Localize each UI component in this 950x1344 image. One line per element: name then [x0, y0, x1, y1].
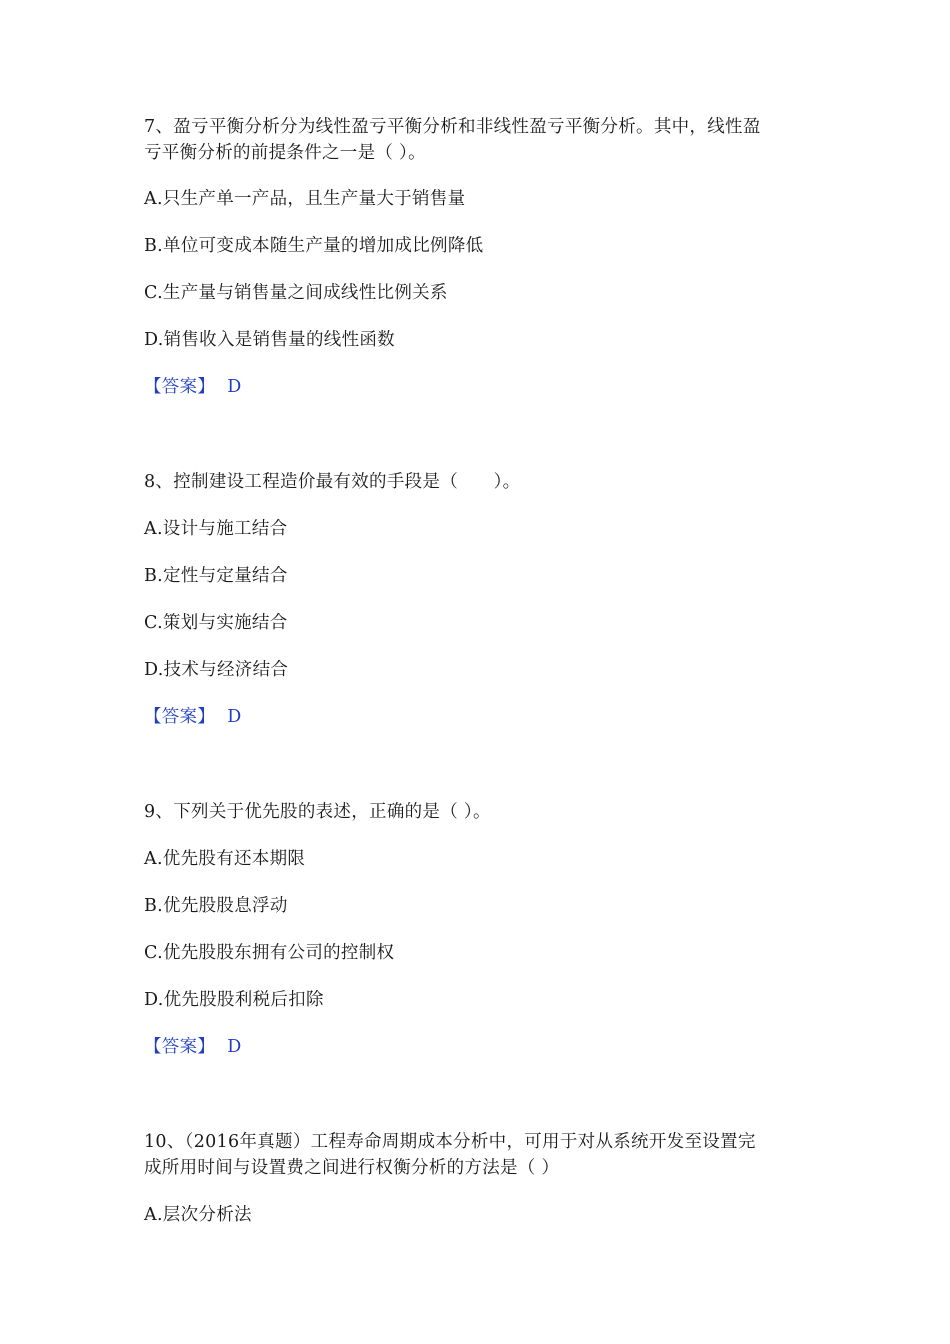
question-9-option-a: A.优先股有还本期限	[144, 849, 306, 869]
question-7-answer	[144, 374, 242, 400]
question-7-option-b: B.单位可变成本随生产量的增加成比例降低	[144, 236, 484, 256]
question-7-option-c: C.生产量与销售量之间成线性比例关系	[144, 283, 448, 303]
question-9-option-c: C.优先股股东拥有公司的控制权	[144, 943, 395, 963]
question-7-option-d: D.销售收入是销售量的线性函数	[144, 330, 395, 350]
question-10-stem-line-1: 10、（2016年真题）工程寿命周期成本分析中，可用于对从系统开发至设置完	[144, 1132, 756, 1152]
question-8-option-d: D.技术与经济结合	[144, 660, 289, 680]
answer-label: 【答案】	[144, 1037, 216, 1057]
question-8-answer	[144, 704, 242, 730]
question-9-answer	[144, 1034, 242, 1060]
question-10-stem-line-2: 成所用时间与设置费之间进行权衡分析的方法是（ ）	[144, 1158, 560, 1178]
question-8-option-c: C.策划与实施结合	[144, 613, 288, 633]
question-8-stem-line-1: 8、控制建设工程造价最有效的手段是（ ）。	[144, 472, 521, 492]
question-10-option-a: A.层次分析法	[144, 1205, 252, 1225]
question-9-option-b: B.优先股股息浮动	[144, 896, 288, 916]
question-7-stem-line-2: 亏平衡分析的前提条件之一是（ ）。	[144, 143, 426, 163]
question-9-stem-line-1: 9、下列关于优先股的表述，正确的是（ ）。	[144, 802, 491, 822]
answer-label: 【答案】	[144, 707, 216, 727]
question-8-option-b: B.定性与定量结合	[144, 566, 288, 586]
question-7-stem-line-1: 7、盈亏平衡分析分为线性盈亏平衡分析和非线性盈亏平衡分析。其中，线性盈	[144, 117, 761, 137]
answer-label: 【答案】	[144, 377, 216, 397]
answer-value: D	[227, 1037, 242, 1057]
question-9-option-d: D.优先股股利税后扣除	[144, 990, 324, 1010]
question-7-option-a: A.只生产单一产品，且生产量大于销售量	[144, 189, 466, 209]
question-8-option-a: A.设计与施工结合	[144, 519, 288, 539]
answer-value: D	[227, 377, 242, 397]
answer-value: D	[227, 707, 242, 727]
